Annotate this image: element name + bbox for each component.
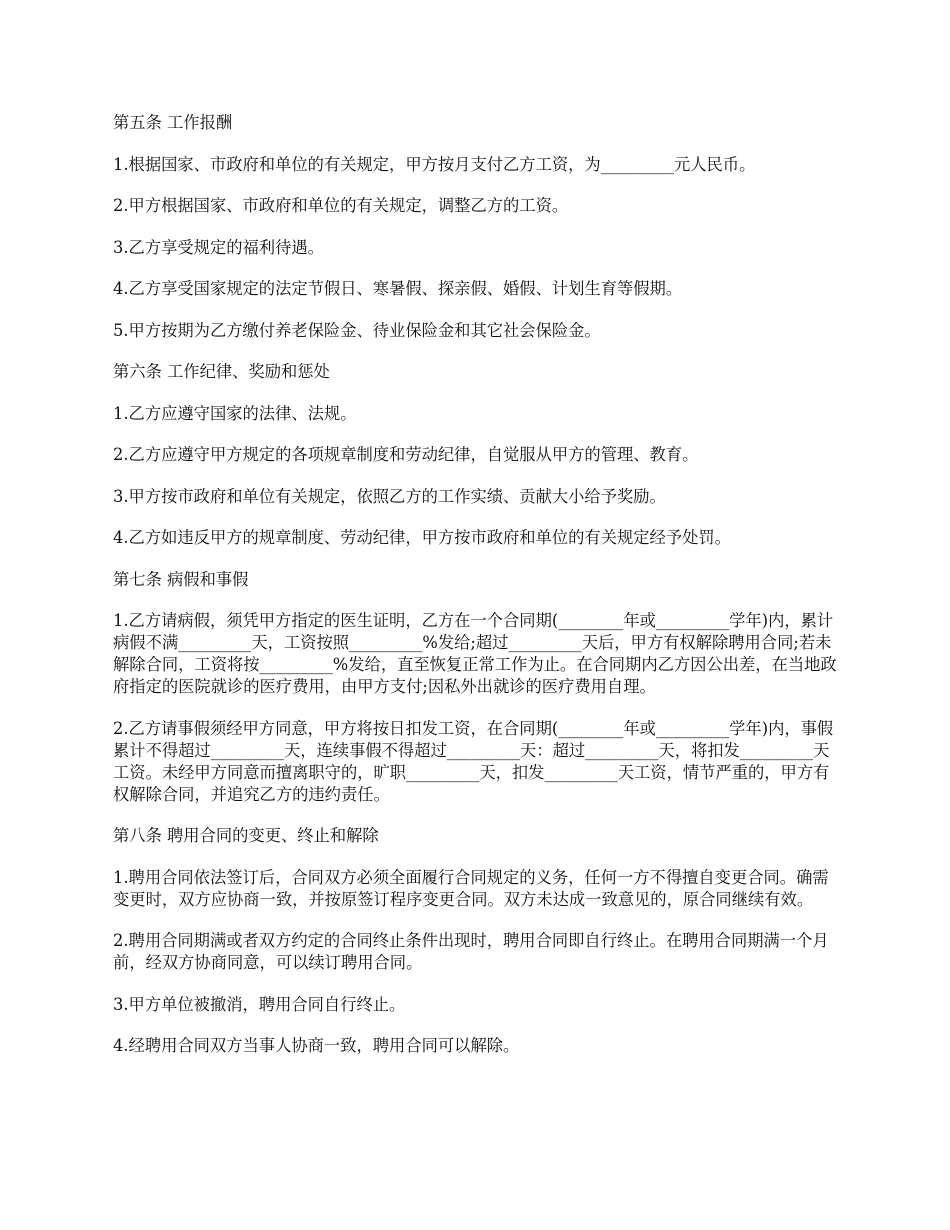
section-heading-5: 第五条 工作报酬 (113, 113, 233, 132)
paragraph-6-3: 3.甲方按市政府和单位有关规定，依照乙方的工作实绩、贡献大小给予奖励。 (113, 486, 666, 506)
section-heading-7: 第七条 病假和事假 (113, 569, 249, 589)
document-page (113, 112, 843, 1077)
paragraph-6-4: 4.乙方如违反甲方的规章制度、劳动纪律，甲方按市政府和单位的有关规定经予处罚。 (113, 528, 731, 547)
paragraph-8-4: 4.经聘用合同双方当事人协商一致，聘用合同可以解除。 (113, 1036, 520, 1055)
paragraph-5-3: 3.乙方享受规定的福利待遇。 (113, 237, 324, 257)
paragraph-6-2: 2.乙方应遵守甲方规定的各项规章制度和劳动纪律，自觉服从甲方的管理、教育。 (113, 445, 699, 464)
paragraph-5-2: 2.甲方根据国家、市政府和单位的有关规定，调整乙方的工资。 (113, 196, 569, 215)
paragraph-8-2: 2.聘用合同期满或者双方约定的合同终止条件出现时，聘用合同即自行终止。在聘用合同期满一个月前，经双方协商同意，可以续订聘用合同。 (113, 931, 829, 972)
paragraph-8-1: 1.聘用合同依法签订后，合同双方必须全面履行合同规定的义务，任何一方不得擅自变更合同。确需变更时，双方应协商一致，并按原签订程序变更合同。双方未达成一致意见的，原合同继续有效。 (113, 867, 829, 909)
paragraph-7-1: 1.乙方请病假，须凭甲方指定的医生证明，乙方在一个合同期(________年或_________学年)内，累计病假不满_________天，工资按照_________%发给;超过_________天后，甲方有权解除聘用合同;若未解除合同，工资将按_________%发给，直至恢复正常工作为止。在合同期内乙方因公出差，在当地政府指定的医院就诊的医疗费用，由甲方支付;因私外出就诊的医疗费用自理。 (113, 611, 837, 696)
section-heading-8: 第八条 聘用合同的变更、终止和解除 (113, 826, 379, 845)
paragraph-8-3: 3.甲方单位被撤消，聘用合同自行终止。 (113, 994, 406, 1014)
paragraph-5-1: 1.根据国家、市政府和单位的有关规定，甲方按月支付乙方工资，为_________元人民币。 (113, 154, 756, 174)
paragraph-5-5: 5.甲方按期为乙方缴付养老保险金、待业保险金和其它社会保险金。 (113, 320, 601, 340)
section-heading-6: 第六条 工作纪律、奖励和惩处 (113, 362, 330, 381)
paragraph-7-2: 2.乙方请事假须经甲方同意，甲方将按日扣发工资，在合同期(________年或_________学年)内，事假累计不得超过_________天，连续事假不得超过_________天：超过_________天，将扣发_________天工资。未经甲方同意而擅离职守的，旷职_________天，扣发_________天工资，情节严重的，甲方有权解除合同，并追究乙方的违约责任。 (113, 718, 834, 804)
paragraph-6-1: 1.乙方应遵守国家的法律、法规。 (113, 403, 357, 423)
paragraph-5-4: 4.乙方享受国家规定的法定节假日、寒暑假、探亲假、婚假、计划生育等假期。 (113, 279, 683, 298)
